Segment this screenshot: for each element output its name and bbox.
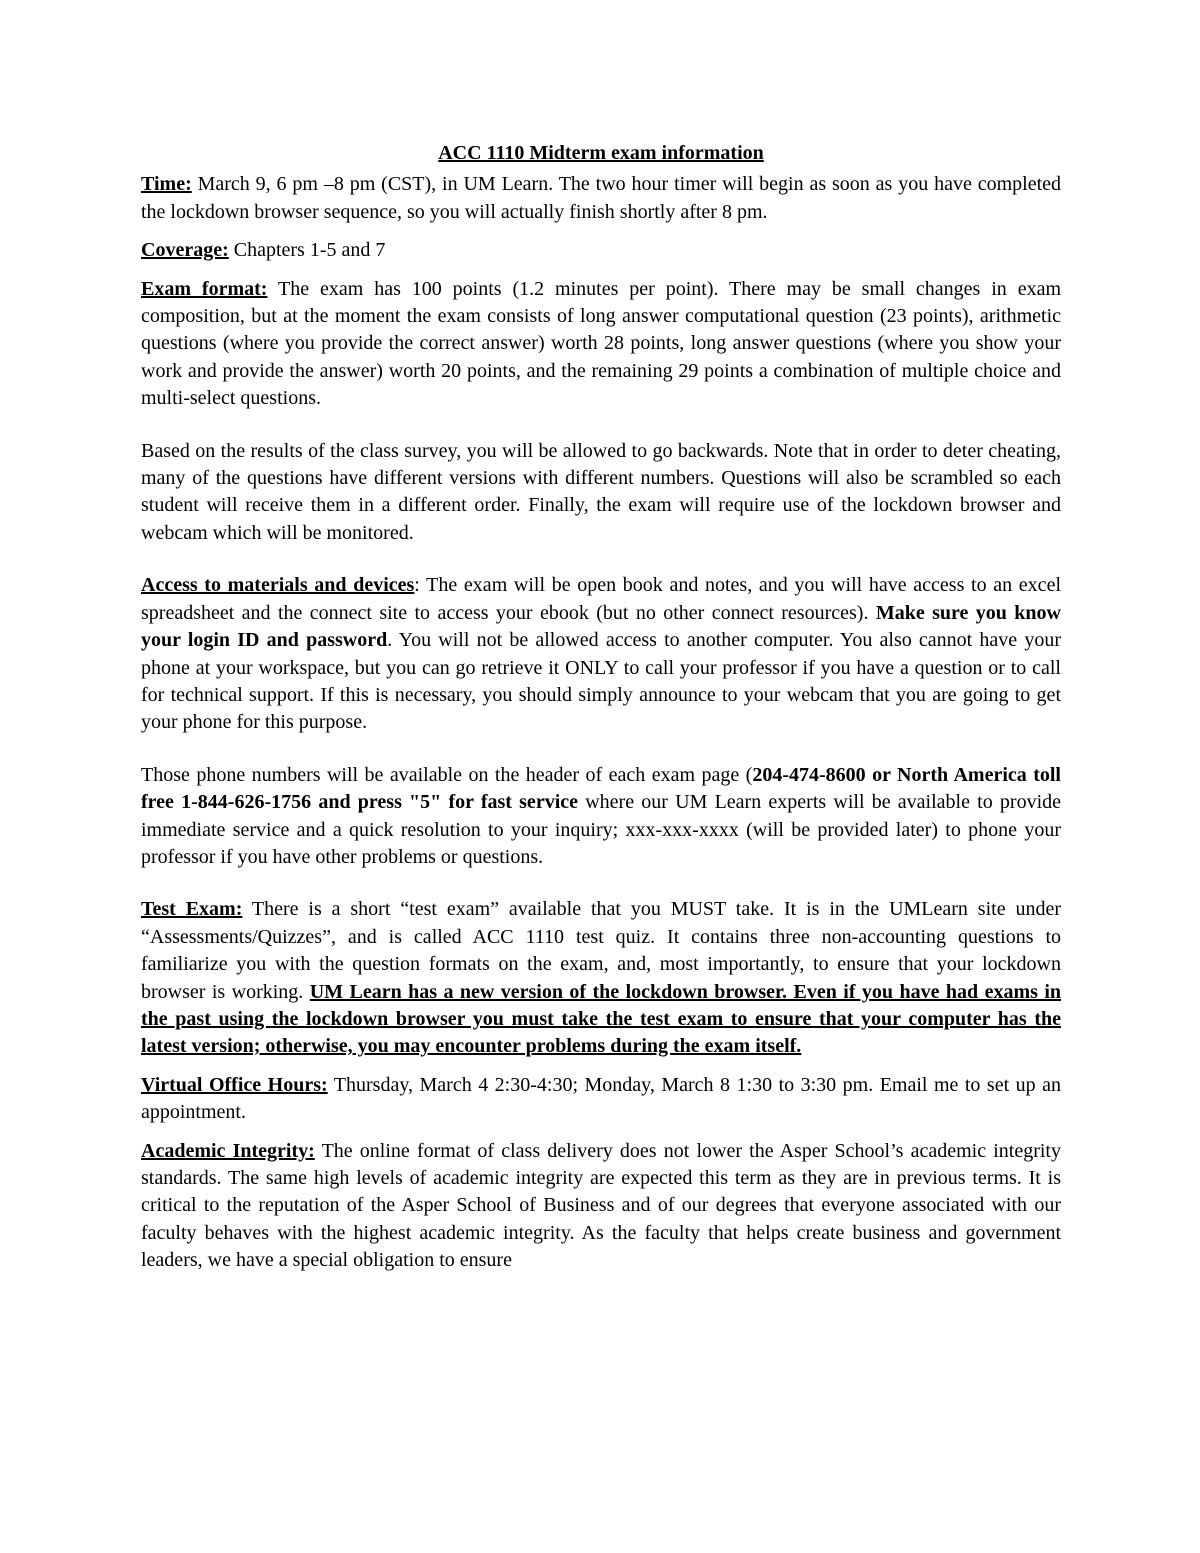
survey-paragraph <box>141 438 1061 548</box>
page-title: ACC 1110 Midterm exam information <box>438 142 764 164</box>
exam-format-paragraph <box>141 276 1061 413</box>
exam-format-text: The exam has 100 points (1.2 minutes per point). There may be small changes in exam composition, but at the moment the exam consists of long answer computational question (23 points), arithmetic questions (where you provide the correct answer) worth 28 points, long answer questions (where you show your work and provide the answer) worth 20 points, and the remaining 29 points a combination of multiple choice and multi-select questions. <box>141 277 1062 410</box>
coverage-text: Chapters 1-5 and 7 <box>233 239 386 262</box>
phones-text-2: where our UM Learn experts will be available to provide immediate service and a quick resolution to your inquiry; xxx-xxx-xxxx (will be provided later) to phone your professor if you have other problems or questions. <box>141 791 1062 868</box>
office-hours-paragraph <box>141 1072 1061 1127</box>
test-exam-warning: UM Learn has a new version of the lockdown browser. Even if you have had exams in the past using the lockdown browser you must take the test exam to ensure that your computer has the latest version; otherwise, you may encounter problems during the exam itself. <box>141 980 1061 1058</box>
access-bold-note: Make sure you know your login ID and password <box>141 601 1061 652</box>
access-label: Access to materials and devices <box>141 574 415 597</box>
test-exam-label: Test Exam: <box>141 898 243 921</box>
coverage-paragraph <box>141 237 1061 264</box>
test-exam-paragraph <box>141 896 1061 1060</box>
document-page <box>141 140 1061 1286</box>
integrity-text: The online format of class delivery does not lower the Asper School’s academic integrity standards. The same high levels of academic integrity are expected this term as they are in previous terms. It is critical to the reputation of the Asper School of Business and of our degrees that everyone associated with our faculty behaves with the highest academic integrity. As the faculty that helps create business and government leaders, we have a special obligation to ensure <box>141 1139 1061 1272</box>
survey-text: Based on the results of the class survey, you will be allowed to go backwards. Note that in order to deter cheating, many of the questions have different versions with different numbers. Questions will also be scrambled so each student will receive them in a different order. Finally, the exam will require use of the lockdown browser and webcam which will be monitored. <box>141 439 1061 544</box>
time-paragraph <box>141 171 1061 226</box>
coverage-label: Coverage: <box>141 239 229 262</box>
time-label: Time: <box>141 173 192 196</box>
integrity-label: Academic Integrity: <box>141 1139 315 1162</box>
integrity-paragraph <box>141 1138 1061 1275</box>
phones-text-1: Those phone numbers will be available on the header of each exam page ( <box>141 763 753 786</box>
exam-format-label: Exam format: <box>141 277 268 300</box>
access-colon: : <box>414 574 420 597</box>
time-text: March 9, 6 pm –8 pm (CST), in UM Learn. The two hour timer will begin as soon as you have completed the lockdown browser sequence, so you will actually finish shortly after 8 pm. <box>141 173 1061 223</box>
access-paragraph <box>141 572 1061 736</box>
access-text-1: The exam will be open book and notes, and you will have access to an excel spreadsheet and the connect site to access your ebook (but no other connect resources). <box>141 574 1061 624</box>
access-text-2: . You will not be allowed access to another computer. You also cannot have your phone at your workspace, but you can go retrieve it ONLY to call your professor if you have a question or to call for technical support. If this is necessary, you should simply announce to your webcam that you are going to get your phone for this purpose. <box>141 629 1061 734</box>
office-hours-label: Virtual Office Hours: <box>141 1073 328 1096</box>
phones-paragraph <box>141 762 1061 872</box>
phones-numbers: 204-474-8600 or North America toll free 1-844-626-1756 and press "5" for fast service <box>141 763 1061 814</box>
test-exam-text: There is a short “test exam” available that you MUST take. It is in the UMLearn site under “Assessments/Quizzes”, and is called ACC 1110 test quiz. It contains three non-accounting questions to familiarize you with the question formats on the exam, and, most importantly, to ensure that your lockdown browser is working. <box>141 898 1062 1003</box>
office-hours-text: Thursday, March 4 2:30-4:30; Monday, March 8 1:30 to 3:30 pm. Email me to set up an appointment. <box>141 1073 1061 1124</box>
